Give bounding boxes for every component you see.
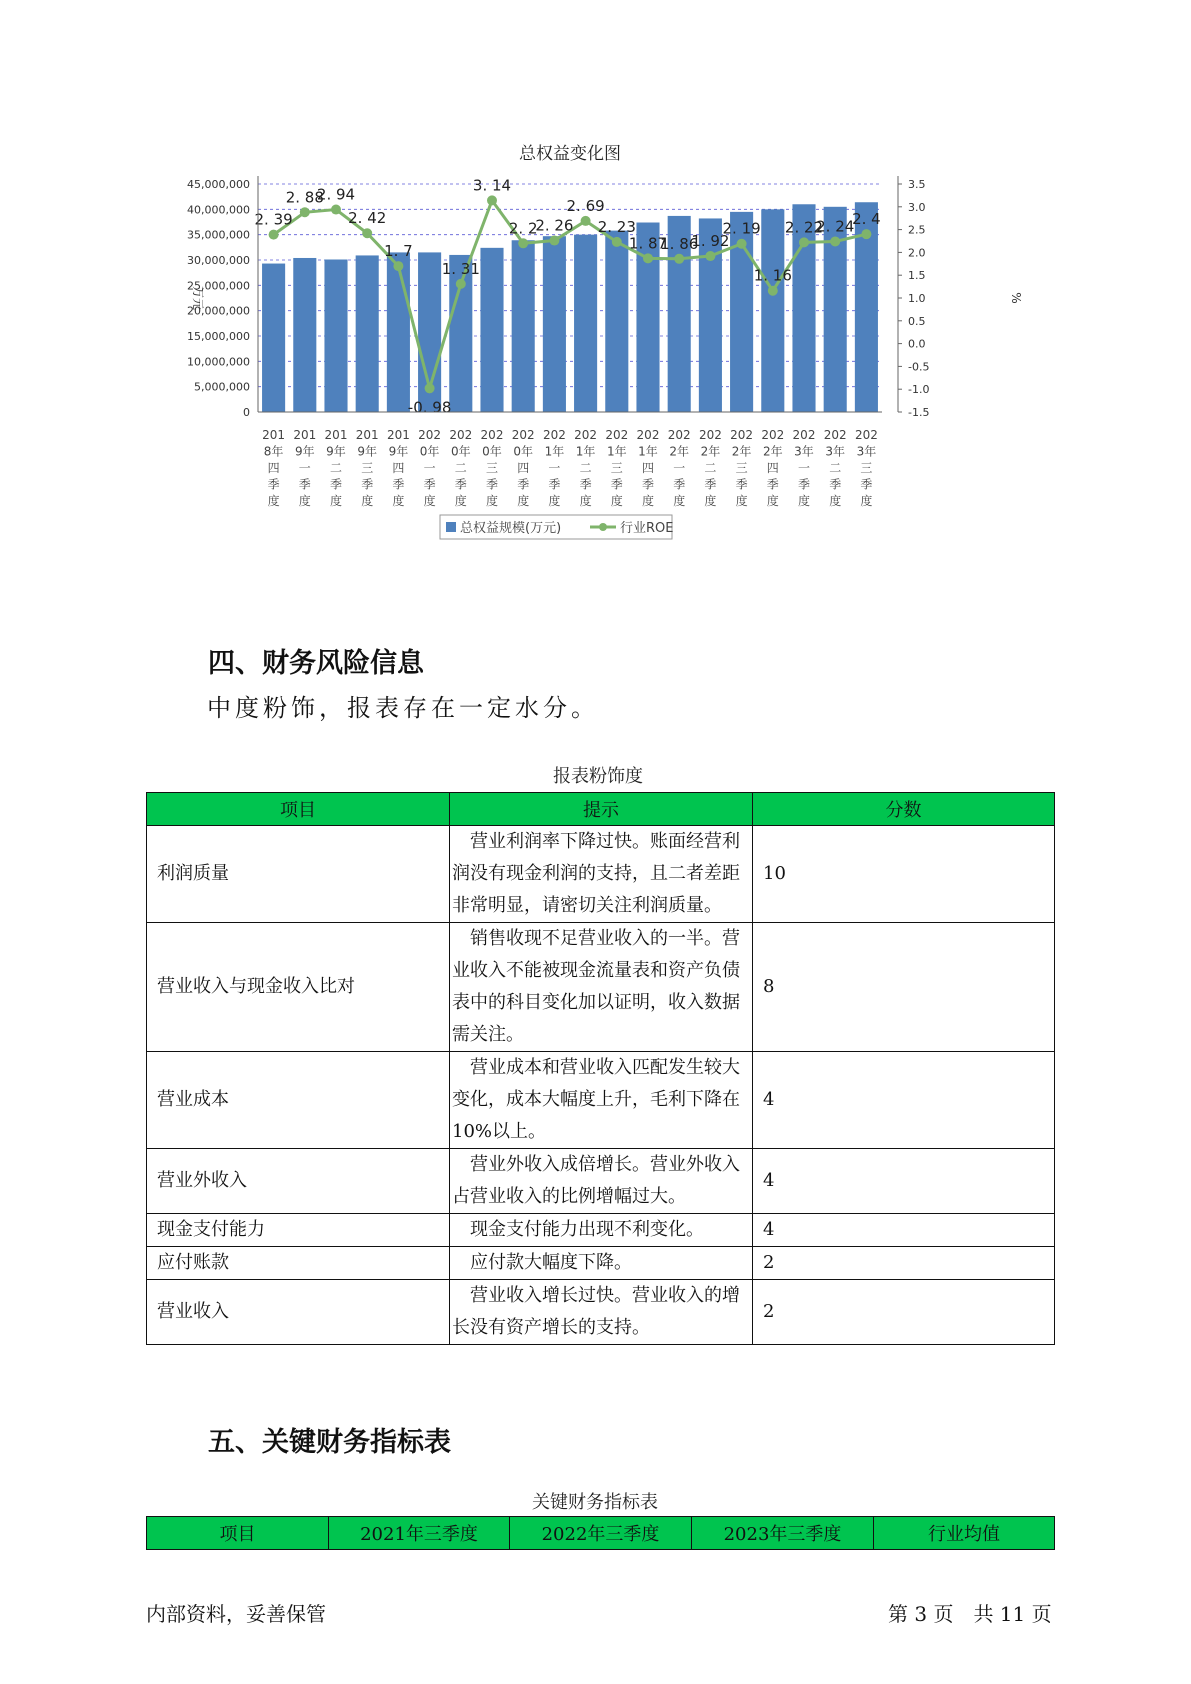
roe-point bbox=[487, 195, 497, 205]
y-right-tick-label: 1.5 bbox=[908, 269, 926, 283]
x-tick-label: 202 bbox=[418, 428, 442, 442]
row-score: 4 bbox=[753, 1149, 1055, 1214]
roe-data-label: 2. 69 bbox=[566, 196, 605, 215]
x-tick-label: 202 bbox=[605, 428, 629, 442]
equity-bar bbox=[480, 248, 503, 412]
footer-confidential: 内部资料，妥善保管 bbox=[146, 1602, 326, 1626]
col-header-item: 项目 bbox=[147, 1517, 329, 1550]
x-tick-label: 二 bbox=[704, 461, 717, 475]
x-tick-label: 度 bbox=[361, 494, 374, 508]
y-left-tick-label: 45,000,000 bbox=[187, 178, 250, 191]
x-tick-label: 201 bbox=[293, 428, 317, 442]
row-score: 10 bbox=[753, 826, 1055, 923]
x-tick-label: 度 bbox=[298, 494, 311, 508]
row-tip: 营业外收入成倍增长。营业外收入占营业收入的比例增幅过大。 bbox=[450, 1149, 753, 1214]
equity-bar bbox=[293, 258, 316, 412]
x-tick-label: 季 bbox=[673, 477, 686, 492]
x-tick-label: 度 bbox=[704, 494, 717, 508]
x-tick-label: 季 bbox=[361, 477, 374, 492]
row-item: 营业收入 bbox=[147, 1280, 450, 1345]
roe-point bbox=[581, 216, 591, 226]
x-tick-label: 度 bbox=[454, 494, 467, 508]
legend-bar-swatch bbox=[446, 522, 456, 532]
x-tick-label: 3年 bbox=[856, 444, 877, 459]
roe-point bbox=[768, 286, 778, 296]
table-header-row bbox=[147, 1517, 1055, 1550]
roe-data-label: 2. 23 bbox=[597, 217, 636, 236]
table-row bbox=[147, 923, 1055, 1052]
x-tick-label: 201 bbox=[386, 428, 410, 442]
x-tick-label: 一 bbox=[298, 461, 311, 475]
x-tick-label: 季 bbox=[829, 477, 842, 492]
x-tick-label: 季 bbox=[454, 477, 467, 492]
legend-line-marker bbox=[599, 523, 607, 531]
x-tick-label: 8年 bbox=[263, 444, 284, 459]
roe-data-label: 1. 92 bbox=[691, 232, 730, 251]
x-tick-label: 0年 bbox=[419, 444, 440, 459]
x-tick-label: 季 bbox=[766, 477, 779, 492]
roe-data-label: 2. 22 bbox=[784, 218, 824, 237]
y-right-tick-label: 0.0 bbox=[908, 337, 926, 351]
x-tick-label: 0年 bbox=[513, 444, 534, 459]
x-tick-label: 三 bbox=[610, 461, 623, 475]
x-tick-label: 202 bbox=[823, 428, 847, 442]
x-tick-label: 202 bbox=[761, 428, 785, 442]
x-tick-label: 二 bbox=[579, 461, 592, 475]
legend-equity-label: 总权益规模(万元) bbox=[460, 521, 562, 536]
roe-data-label: 1. 7 bbox=[384, 242, 413, 261]
roe-data-label: 2. 42 bbox=[348, 209, 387, 228]
footer-page-number: 第 3 页 共 11 页 bbox=[888, 1602, 1052, 1626]
x-tick-label: 四 bbox=[766, 461, 779, 475]
x-tick-label: 三 bbox=[485, 461, 499, 475]
row-tip: 应付款大幅度下降。 bbox=[450, 1247, 753, 1280]
row-item: 应付账款 bbox=[147, 1247, 450, 1280]
x-tick-label: 季 bbox=[610, 477, 623, 492]
y-left-tick-label: 15,000,000 bbox=[187, 330, 250, 343]
x-tick-label: 202 bbox=[854, 428, 878, 442]
roe-data-label: 2. 24 bbox=[816, 217, 855, 236]
x-tick-label: 季 bbox=[548, 477, 561, 492]
col-header-industry-avg: 行业均值 bbox=[874, 1517, 1055, 1550]
x-tick-label: 3年 bbox=[825, 444, 846, 459]
roe-point bbox=[643, 253, 653, 263]
roe-point bbox=[456, 279, 466, 289]
table-row bbox=[147, 1052, 1055, 1149]
x-tick-label: 201 bbox=[324, 428, 348, 442]
roe-point bbox=[830, 236, 840, 246]
table-row bbox=[147, 1214, 1055, 1247]
row-item: 现金支付能力 bbox=[147, 1214, 450, 1247]
x-tick-label: 度 bbox=[860, 494, 873, 508]
equity-bar bbox=[356, 255, 379, 412]
row-item: 利润质量 bbox=[147, 826, 450, 923]
x-tick-label: 202 bbox=[574, 428, 598, 442]
x-tick-label: 202 bbox=[667, 428, 691, 442]
x-tick-label: 9年 bbox=[294, 444, 315, 459]
x-tick-label: 一 bbox=[797, 461, 811, 475]
roe-data-label: 1. 31 bbox=[441, 259, 480, 278]
x-tick-label: 度 bbox=[735, 494, 748, 508]
y-right-axis-title: % bbox=[1009, 292, 1023, 304]
roe-data-label: 1. 86 bbox=[660, 234, 699, 253]
col-header-tip: 提示 bbox=[450, 793, 753, 826]
x-tick-label: 一 bbox=[423, 461, 436, 475]
key-indicators-table bbox=[146, 1516, 1055, 1550]
legend-roe-label: 行业ROE bbox=[620, 521, 674, 536]
x-tick-label: 四 bbox=[392, 461, 405, 475]
equity-bar bbox=[262, 264, 285, 412]
y-right-tick-label: -1.5 bbox=[908, 406, 930, 419]
y-right-tick-label: 3.5 bbox=[908, 178, 926, 191]
x-tick-label: 202 bbox=[730, 428, 754, 442]
roe-point bbox=[331, 205, 341, 215]
x-tick-label: 一 bbox=[673, 461, 686, 475]
equity-bar bbox=[512, 240, 535, 412]
x-tick-label: 0年 bbox=[482, 444, 502, 459]
y-left-tick-label: 25,000,000 bbox=[187, 279, 250, 293]
roe-point bbox=[705, 251, 715, 261]
x-tick-label: 201 bbox=[262, 428, 286, 442]
y-left-tick-label: 20,000,000 bbox=[187, 304, 250, 318]
roe-point bbox=[393, 261, 403, 271]
row-item: 营业收入与现金收入比对 bbox=[147, 923, 450, 1052]
x-tick-label: 度 bbox=[548, 494, 561, 508]
x-tick-label: 1年 bbox=[575, 444, 596, 459]
roe-data-label: 1. 16 bbox=[753, 266, 792, 285]
col-header-score: 分数 bbox=[753, 793, 1055, 826]
y-left-tick-label: 0 bbox=[243, 406, 250, 419]
equity-bar bbox=[543, 236, 566, 412]
x-tick-label: 季 bbox=[423, 477, 436, 492]
table-row bbox=[147, 1149, 1055, 1214]
x-tick-label: 1年 bbox=[544, 444, 565, 459]
roe-point bbox=[362, 228, 372, 238]
row-score: 4 bbox=[753, 1052, 1055, 1149]
roe-data-label: 2. 4 bbox=[852, 210, 881, 229]
y-left-tick-label: 10,000,000 bbox=[187, 355, 250, 369]
x-tick-label: 9年 bbox=[326, 444, 346, 459]
x-tick-label: 季 bbox=[579, 477, 592, 492]
x-tick-label: 季 bbox=[860, 477, 873, 492]
x-tick-label: 度 bbox=[641, 494, 655, 508]
x-tick-label: 四 bbox=[517, 461, 530, 475]
roe-point bbox=[612, 237, 622, 247]
equity-bar bbox=[449, 255, 472, 412]
y-right-tick-label: 3.0 bbox=[908, 200, 926, 214]
x-tick-label: 季 bbox=[704, 477, 717, 492]
roe-point bbox=[861, 229, 871, 239]
whitewash-table bbox=[146, 792, 1055, 1345]
y-left-tick-label: 5,000,000 bbox=[194, 380, 250, 394]
x-tick-label: 季 bbox=[329, 477, 343, 492]
x-tick-label: 2年 bbox=[731, 444, 752, 459]
x-tick-label: 二 bbox=[829, 461, 842, 475]
x-tick-label: 3年 bbox=[794, 444, 814, 459]
x-tick-label: 季 bbox=[797, 477, 811, 492]
roe-data-label: 2. 94 bbox=[316, 185, 356, 204]
risk-summary: 中度粉饰，报表存在一定水分。 bbox=[207, 694, 599, 722]
y-left-tick-label: 35,000,000 bbox=[187, 228, 250, 242]
roe-data-label: 3. 14 bbox=[472, 176, 512, 195]
roe-point bbox=[518, 238, 528, 248]
equity-bar bbox=[324, 259, 347, 412]
y-right-tick-label: 2.0 bbox=[908, 246, 926, 260]
x-tick-label: 202 bbox=[449, 428, 473, 442]
row-score: 2 bbox=[753, 1247, 1055, 1280]
x-tick-label: 0年 bbox=[450, 444, 471, 459]
y-left-tick-label: 30,000,000 bbox=[187, 254, 250, 267]
x-tick-label: 2年 bbox=[700, 444, 721, 459]
col-header-2022q3: 2022年三季度 bbox=[510, 1517, 692, 1550]
x-tick-label: 季 bbox=[735, 477, 748, 492]
x-tick-label: 度 bbox=[797, 494, 811, 508]
y-right-tick-label: 1.0 bbox=[908, 292, 926, 305]
x-tick-label: 三 bbox=[361, 461, 374, 475]
col-header-2021q3: 2021年三季度 bbox=[329, 1517, 510, 1550]
x-tick-label: 202 bbox=[792, 428, 816, 442]
roe-data-label: 2. 2 bbox=[508, 219, 538, 238]
table-caption-indicators: 关键财务指标表 bbox=[532, 1492, 658, 1513]
x-tick-label: 202 bbox=[511, 428, 535, 442]
chart-title: 总权益变化图 bbox=[519, 144, 621, 164]
roe-point bbox=[300, 207, 310, 217]
x-tick-label: 9年 bbox=[388, 444, 409, 459]
row-score: 4 bbox=[753, 1214, 1055, 1247]
x-tick-label: 度 bbox=[329, 494, 343, 508]
row-item: 营业外收入 bbox=[147, 1149, 450, 1214]
equity-bar bbox=[387, 252, 410, 412]
y-right-tick-label: -1.0 bbox=[908, 383, 930, 397]
x-tick-label: 度 bbox=[673, 494, 686, 508]
x-tick-label: 度 bbox=[517, 494, 530, 508]
x-tick-label: 9年 bbox=[357, 444, 378, 459]
row-tip: 营业成本和营业收入匹配发生较大变化，成本大幅度上升，毛利下降在10%以上。 bbox=[450, 1052, 753, 1149]
roe-point bbox=[737, 239, 747, 249]
x-tick-label: 度 bbox=[610, 494, 623, 508]
x-tick-label: 202 bbox=[636, 428, 660, 442]
row-score: 2 bbox=[753, 1280, 1055, 1345]
x-tick-label: 度 bbox=[392, 494, 405, 508]
section-heading-key-indicators: 五、关键财务指标表 bbox=[208, 1427, 451, 1458]
row-tip: 现金支付能力出现不利变化。 bbox=[450, 1214, 753, 1247]
x-tick-label: 1年 bbox=[606, 444, 627, 459]
x-tick-label: 二 bbox=[329, 461, 343, 475]
row-item: 营业成本 bbox=[147, 1052, 450, 1149]
equity-bar bbox=[761, 209, 784, 412]
x-tick-label: 度 bbox=[267, 494, 280, 508]
x-tick-label: 度 bbox=[829, 494, 842, 508]
x-tick-label: 度 bbox=[579, 494, 592, 508]
table-row bbox=[147, 1247, 1055, 1280]
x-tick-label: 202 bbox=[480, 428, 504, 442]
roe-point bbox=[674, 254, 684, 264]
x-tick-label: 二 bbox=[454, 461, 467, 475]
x-tick-label: 三 bbox=[860, 461, 873, 475]
roe-point bbox=[549, 236, 559, 246]
x-tick-label: 季 bbox=[641, 477, 655, 492]
y-left-tick-label: 40,000,000 bbox=[187, 203, 250, 217]
roe-data-label: 2. 88 bbox=[285, 188, 324, 207]
x-tick-label: 四 bbox=[641, 461, 655, 475]
roe-data-label: 1. 87 bbox=[628, 234, 668, 253]
x-tick-label: 度 bbox=[766, 494, 779, 508]
roe-data-label: 2. 26 bbox=[535, 216, 574, 235]
y-right-tick-label: 2.5 bbox=[908, 223, 926, 237]
equity-bar bbox=[574, 235, 597, 412]
y-left-axis-title: 万元 bbox=[191, 285, 205, 311]
x-tick-label: 201 bbox=[355, 428, 379, 442]
x-tick-label: 季 bbox=[517, 477, 530, 492]
section-heading-financial-risk: 四、财务风险信息 bbox=[208, 648, 424, 679]
roe-point bbox=[799, 237, 809, 247]
x-tick-label: 2年 bbox=[762, 444, 783, 459]
x-tick-label: 度 bbox=[485, 494, 499, 508]
table-header-row bbox=[147, 793, 1055, 826]
table-caption-whitewash: 报表粉饰度 bbox=[553, 766, 643, 787]
row-tip: 营业利润率下降过快。账面经营利润没有现金利润的支持，且二者差距非常明显，请密切关注利润质量。 bbox=[450, 826, 753, 923]
x-tick-label: 季 bbox=[485, 477, 499, 492]
x-tick-label: 四 bbox=[267, 461, 280, 475]
x-tick-label: 202 bbox=[698, 428, 722, 442]
roe-data-label: 2. 19 bbox=[722, 219, 761, 238]
equity-bar bbox=[605, 231, 628, 412]
x-tick-label: 季 bbox=[298, 477, 311, 492]
x-tick-label: 2年 bbox=[669, 444, 690, 459]
col-header-item: 项目 bbox=[147, 793, 450, 826]
x-tick-label: 1年 bbox=[638, 444, 658, 459]
table-row bbox=[147, 1280, 1055, 1345]
x-tick-label: 季 bbox=[392, 477, 405, 492]
col-header-2023q3: 2023年三季度 bbox=[692, 1517, 874, 1550]
x-tick-label: 三 bbox=[735, 461, 748, 475]
roe-point bbox=[269, 230, 279, 240]
x-tick-label: 季 bbox=[267, 477, 280, 492]
roe-data-label: 2. 39 bbox=[254, 210, 293, 229]
table-row bbox=[147, 826, 1055, 923]
equity-chart bbox=[170, 135, 1030, 595]
x-tick-label: 一 bbox=[548, 461, 561, 475]
row-tip: 销售收现不足营业收入的一半。营业收入不能被现金流量表和资产负债表中的科目变化加以证明，收入数据需关注。 bbox=[450, 923, 753, 1052]
roe-data-label: -0. 98 bbox=[407, 398, 452, 417]
y-right-tick-label: -0.5 bbox=[908, 360, 930, 374]
row-score: 8 bbox=[753, 923, 1055, 1052]
row-tip: 营业收入增长过快。营业收入的增长没有资产增长的支持。 bbox=[450, 1280, 753, 1345]
x-tick-label: 202 bbox=[542, 428, 566, 442]
roe-point bbox=[425, 383, 435, 393]
x-tick-label: 度 bbox=[423, 494, 436, 508]
y-right-tick-label: 0.5 bbox=[908, 314, 926, 328]
